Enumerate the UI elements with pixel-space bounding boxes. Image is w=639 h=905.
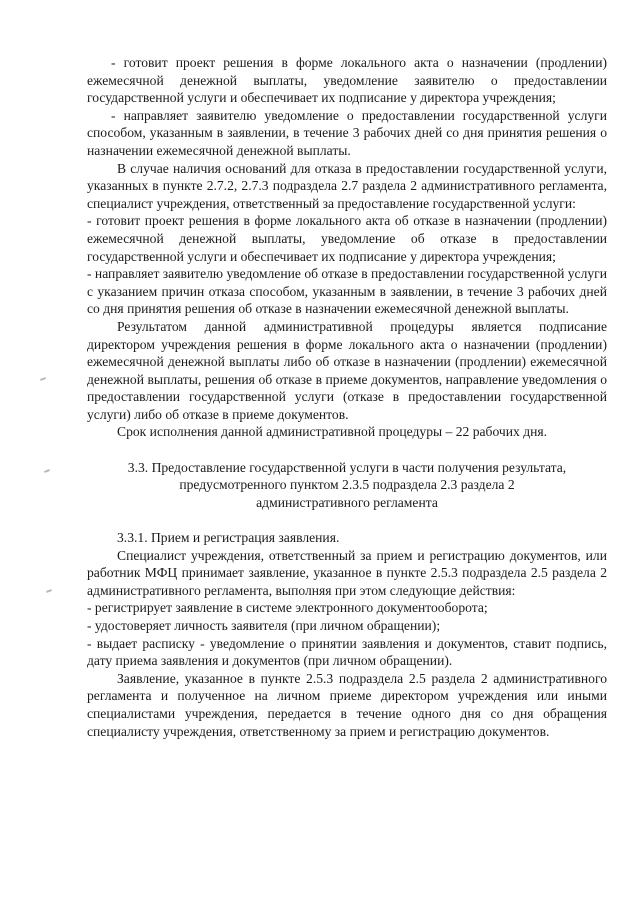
paragraph-transfer: Заявление, указанное в пункте 2.5.3 подраздела 2.5 раздела 2 административного регламента и полученное на личном приеме директором учреждения или иными специалистами учреждения, передается в течение одного дня со дня обращения специалисту учреждения, ответственному за прием и регистрацию документов.: [87, 670, 607, 739]
document-page: [87, 54, 607, 740]
scan-artifact: [44, 469, 50, 473]
paragraph-procedure-deadline: Срок исполнения данной административной процедуры – 22 рабочих дня.: [117, 424, 548, 440]
paragraph-procedure-result: Результатом данной административной процедуры является подписание директором учреждения решения в форме локального акта о назначении (продлении) ежемесячной денежной выплаты либо об отказе в назначении (продлении) ежемесячной денежной выплаты, решения об отказе в приеме документов, направление уведомления о предоставлении государственной услуги (отказе в предоставлении государственной услуги) либо об отказе в приеме документов.: [87, 318, 607, 422]
section-heading-line-1: 3.3. Предоставление государственной услуги в части получения результата,: [127, 459, 567, 475]
section-heading-line-3: административного регламента: [256, 494, 438, 510]
paragraph-send-notice: - направляет заявителю уведомление о предоставлении государственной услуги способом, указанным в заявлении, в течение 3 рабочих дней со дня принятия решения о назначении ежемесячной денежной выплаты.: [87, 107, 607, 158]
spacer: [87, 511, 607, 529]
list-item-issue-receipt: - выдает расписку - уведомление о принятии заявления и документов, ставит подпись, дату приема заявления и документов (при личном обращении).: [87, 635, 607, 669]
paragraph-prepare-refusal: - готовит проект решения в форме локального акта об отказе в назначении (продлении) ежемесячной денежной выплаты, уведомление об отказе в предоставлении государственной услуги и обеспечивает их подписание у директора учреждения;: [87, 213, 607, 264]
paragraph-send-refusal: - направляет заявителю уведомление об отказе в предоставлении государственной услуги с указанием причин отказа способом, указанным в заявлении, в течение 3 рабочих дней со дня принятия решения об отказе в назначении ежемесячной денежной выплаты.: [87, 266, 608, 317]
subsection-title: 3.3.1. Прием и регистрация заявления.: [117, 530, 340, 546]
scan-artifact: [40, 377, 46, 381]
list-item-register: - регистрирует заявление в системе электронного документооборота;: [87, 600, 488, 616]
paragraph-acceptance: Специалист учреждения, ответственный за прием и регистрацию документов, или работник МФЦ принимает заявление, указанное в пункте 2.5.3 подраздела 2.5 раздела 2 административного регламента, выполняя при этом следующие действия:: [87, 547, 607, 598]
section-heading-line-2: предусмотренного пунктом 2.3.5 подраздела 2.3 раздела 2: [179, 477, 515, 493]
list-item-verify-identity: - удостоверяет личность заявителя (при личном обращении);: [87, 618, 441, 633]
scan-artifact: [46, 589, 52, 593]
paragraph-refusal-grounds: В случае наличия оснований для отказа в предоставлении государственной услуги, указанных в пункте 2.7.2, 2.7.3 подраздела 2.7 раздела 2 административного регламента, специалист учреждения, ответственный за предоставление государственной услуги:: [87, 160, 607, 211]
paragraph-prepare-decision: - готовит проект решения в форме локального акта о назначении (продлении) ежемесячной денежной выплаты, уведомление заявителю о предоставлении государственной услуги и обеспечивает их подписание у директора учреждения;: [87, 55, 607, 106]
spacer: [87, 441, 607, 459]
